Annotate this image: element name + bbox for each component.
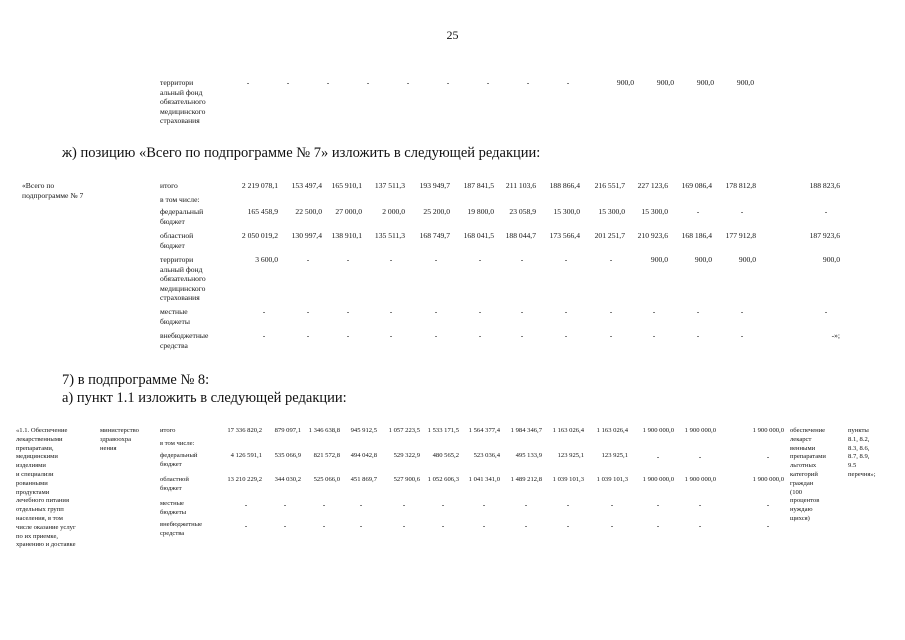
- program8-cell: 1 900 000,0: [684, 427, 716, 434]
- program8-cell: 123 925,1: [557, 452, 584, 459]
- program7-row-label: внебюджетные средства: [160, 331, 209, 350]
- program7-cell: 15 300,0: [553, 207, 580, 216]
- program7-cell: 22 500,0: [295, 207, 322, 216]
- program7-cell: 210 923,6: [637, 231, 668, 240]
- program7-cell: -: [346, 331, 350, 340]
- program8-cell: 1 052 606,3: [427, 476, 459, 483]
- program7-cell: -: [389, 307, 393, 316]
- program7-cell: 168 749,7: [419, 231, 450, 240]
- program7-cell: -: [389, 255, 393, 264]
- program7-cell: -: [740, 307, 744, 316]
- program8-cell: 495 133,9: [515, 452, 542, 459]
- program8-cell: 1 041 341,0: [468, 476, 500, 483]
- program7-cell: 168 186,4: [681, 231, 712, 240]
- program8-cell: -: [766, 521, 770, 530]
- program8-cell: 821 572,8: [313, 452, 340, 459]
- program8-cell: -: [524, 521, 528, 530]
- program7-cell: 900,0: [822, 255, 840, 264]
- program7-cell: -: [346, 255, 350, 264]
- program7-cell: -: [262, 307, 266, 316]
- program8-cell: -: [482, 521, 486, 530]
- program8-row-label: областной бюджет: [160, 476, 189, 492]
- top-row-value: -: [286, 78, 290, 87]
- program8-cell: 1 900 000,0: [752, 427, 784, 434]
- top-row-value: -: [406, 78, 410, 87]
- program7-cell: 900,0: [650, 255, 668, 264]
- program7-cell: -: [696, 307, 700, 316]
- program8-cell: -: [566, 521, 570, 530]
- program8-row-label: местные бюджеты: [160, 500, 187, 516]
- program7-cell: -: [609, 331, 613, 340]
- program7-cell: -: [434, 331, 438, 340]
- program8-cell: 1 346 638,8: [308, 427, 340, 434]
- program8-cell: 17 336 820,2: [227, 427, 262, 434]
- program7-cell: -: [478, 255, 482, 264]
- program8-cell: -: [656, 500, 660, 509]
- program8-row-label: итого: [160, 427, 176, 434]
- program7-cell: 193 949,7: [419, 181, 450, 190]
- program8-cell: -: [359, 500, 363, 509]
- program8-cell: 1 163 026,4: [596, 427, 628, 434]
- program8-cell: -: [244, 521, 248, 530]
- program8-cell: 1 163 026,4: [552, 427, 584, 434]
- program8-executor: министерство здравоохра нения: [100, 427, 139, 452]
- program8-row-label: в том числе:: [160, 440, 195, 447]
- program8-cell: 1 057 223,5: [388, 427, 420, 434]
- program7-cell: 201 251,7: [594, 231, 625, 240]
- program8-cell: 480 565,2: [432, 452, 459, 459]
- program7-cell: -: [696, 331, 700, 340]
- program7-row-label: областной бюджет: [160, 231, 194, 250]
- program8-cell: -: [524, 500, 528, 509]
- program7-cell: 2 219 078,1: [241, 181, 278, 190]
- program7-title: «Всего по подпрограмме № 7: [22, 181, 84, 200]
- program7-cell: 188 866,4: [549, 181, 580, 190]
- program7-cell: -: [262, 331, 266, 340]
- program7-cell: 169 086,4: [681, 181, 712, 190]
- heading-subitem-zh: ж) позицию «Всего по подпрограмме № 7» изложить в следующей редакции:: [62, 145, 541, 161]
- program7-cell: -: [696, 207, 700, 216]
- program8-cell: -: [698, 521, 702, 530]
- program7-cell: 15 300,0: [598, 207, 625, 216]
- program8-cell: -: [322, 521, 326, 530]
- program8-row-label: внебюджетные средства: [160, 521, 203, 537]
- program7-cell: 211 103,6: [505, 181, 536, 190]
- program7-cell: 227 123,6: [637, 181, 668, 190]
- program7-cell: -: [740, 207, 744, 216]
- program7-cell: -: [306, 307, 310, 316]
- program8-cell: 529 322,9: [393, 452, 420, 459]
- program8-cell: 1 564 377,4: [468, 427, 500, 434]
- program8-cell: 1 900 000,0: [642, 427, 674, 434]
- program8-row-label: федеральный бюджет: [160, 452, 198, 468]
- program8-cell: -: [402, 521, 406, 530]
- program7-cell: -: [824, 207, 828, 216]
- program8-cell: -: [766, 452, 770, 461]
- heading-subprogram-8: 7) в подпрограмме № 8:: [62, 372, 210, 388]
- program7-cell: -: [434, 255, 438, 264]
- top-row-value: 900,0: [656, 78, 674, 87]
- program7-cell: 15 300,0: [641, 207, 668, 216]
- program7-cell: -: [564, 307, 568, 316]
- program7-row-label: федеральный бюджет: [160, 207, 204, 226]
- program7-cell: 188 823,6: [809, 181, 840, 190]
- program8-cell: 945 912,5: [350, 427, 377, 434]
- program7-row-label: территори альный фонд обязательного медицинского страхования: [160, 255, 206, 302]
- program7-cell: -»;: [831, 331, 840, 340]
- program7-cell: 900,0: [694, 255, 712, 264]
- top-row-source: территори альный фонд обязательного медицинского страхования: [160, 78, 206, 125]
- program7-cell: -: [520, 255, 524, 264]
- page-number: 25: [446, 28, 459, 42]
- program7-row-label: местные бюджеты: [160, 307, 190, 326]
- program8-cell: 494 042,8: [350, 452, 377, 459]
- top-row-value: -: [486, 78, 490, 87]
- top-row-value: -: [446, 78, 450, 87]
- program8-result: обеспечение лекарст венными препаратами льготных категорий граждан (100 процентов нуждаю щихся): [790, 427, 826, 522]
- program7-cell: -: [564, 331, 568, 340]
- program7-row-label: в том числе:: [160, 195, 200, 204]
- program8-cell: -: [610, 521, 614, 530]
- program8-cell: -: [656, 452, 660, 461]
- program7-cell: 173 566,4: [549, 231, 580, 240]
- program8-item-title: «1.1. Обеспечение лекарственными препаратами, медицинскими изделиями и специализи рованными продуктами лечебного питания отдельных групп населения, в том числе оказание услуг по их приемке, хранению и доставке: [16, 427, 76, 549]
- program8-cell: -: [441, 500, 445, 509]
- top-row-value: 900,0: [696, 78, 714, 87]
- program8-cell: 1 900 000,0: [752, 476, 784, 483]
- program8-cell: 1 533 171,5: [427, 427, 459, 434]
- program8-cell: -: [656, 521, 660, 530]
- program7-cell: 216 551,7: [594, 181, 625, 190]
- program8-cell: -: [244, 500, 248, 509]
- program7-cell: -: [306, 331, 310, 340]
- program7-cell: -: [740, 331, 744, 340]
- program8-cell: 123 925,1: [601, 452, 628, 459]
- top-row-value: -: [326, 78, 330, 87]
- program7-cell: -: [652, 307, 656, 316]
- program7-cell: 177 912,8: [725, 231, 756, 240]
- program8-cell: -: [283, 521, 287, 530]
- program7-cell: -: [652, 331, 656, 340]
- program7-cell: -: [609, 307, 613, 316]
- program8-cell: 527 900,6: [393, 476, 420, 483]
- program7-cell: 3 600,0: [255, 255, 278, 264]
- program8-cell: -: [322, 500, 326, 509]
- program8-cell: 4 126 591,1: [230, 452, 262, 459]
- program8-cell: 451 869,7: [350, 476, 377, 483]
- program7-row-label: итого: [160, 181, 178, 190]
- program7-cell: 2 000,0: [382, 207, 405, 216]
- program7-cell: 165 458,9: [247, 207, 278, 216]
- top-row-value: -: [526, 78, 530, 87]
- program8-cell: 13 210 229,2: [227, 476, 262, 483]
- program7-cell: 187 841,5: [463, 181, 494, 190]
- program8-cell: 1 900 000,0: [684, 476, 716, 483]
- program7-cell: -: [520, 307, 524, 316]
- program8-cell: -: [482, 500, 486, 509]
- program8-cell: -: [566, 500, 570, 509]
- program8-cell: 525 066,0: [313, 476, 340, 483]
- program7-cell: 187 923,6: [809, 231, 840, 240]
- program7-cell: -: [564, 255, 568, 264]
- program8-cell: 523 036,4: [473, 452, 500, 459]
- program8-points: пункты 8.1, 8.2, 8.3, 8.6, 8.7, 8.9, 9.5 перечня»;: [848, 427, 876, 478]
- program8-cell: -: [359, 521, 363, 530]
- program7-cell: 23 058,9: [509, 207, 536, 216]
- program7-cell: -: [520, 331, 524, 340]
- program7-cell: 25 200,0: [423, 207, 450, 216]
- top-row-value: -: [246, 78, 250, 87]
- program8-cell: 344 030,2: [274, 476, 301, 483]
- program7-cell: 153 497,4: [291, 181, 322, 190]
- program8-cell: 1 039 101,3: [552, 476, 584, 483]
- program7-cell: -: [824, 307, 828, 316]
- program8-cell: -: [698, 452, 702, 461]
- program8-cell: 1 984 346,7: [510, 427, 542, 434]
- heading-item-a: а) пункт 1.1 изложить в следующей редакции:: [62, 390, 347, 406]
- program7-cell: 137 511,3: [374, 181, 405, 190]
- program8-cell: 1 039 101,3: [596, 476, 628, 483]
- program7-cell: -: [478, 331, 482, 340]
- program7-cell: 130 997,4: [291, 231, 322, 240]
- top-row-value: 900,0: [616, 78, 634, 87]
- program7-cell: 178 812,8: [725, 181, 756, 190]
- program7-cell: 2 050 019,2: [241, 231, 278, 240]
- top-row-value: -: [566, 78, 570, 87]
- program7-cell: 165 910,1: [331, 181, 362, 190]
- top-row-value: -: [366, 78, 370, 87]
- program7-cell: -: [434, 307, 438, 316]
- program7-cell: 135 511,3: [374, 231, 405, 240]
- program7-cell: 188 044,7: [505, 231, 536, 240]
- program8-cell: -: [441, 521, 445, 530]
- program8-cell: 535 066,9: [274, 452, 301, 459]
- program8-cell: 1 489 212,8: [510, 476, 542, 483]
- program7-cell: 138 910,1: [331, 231, 362, 240]
- program7-cell: -: [609, 255, 613, 264]
- program7-cell: 168 041,5: [463, 231, 494, 240]
- program8-cell: -: [402, 500, 406, 509]
- program7-cell: 27 000,0: [335, 207, 362, 216]
- program8-cell: 1 900 000,0: [642, 476, 674, 483]
- program7-cell: -: [389, 331, 393, 340]
- program8-cell: -: [766, 500, 770, 509]
- program7-cell: -: [478, 307, 482, 316]
- top-row-value: 900,0: [736, 78, 754, 87]
- program8-cell: -: [610, 500, 614, 509]
- program7-cell: -: [346, 307, 350, 316]
- program7-cell: 900,0: [738, 255, 756, 264]
- program8-cell: 879 097,1: [274, 427, 301, 434]
- program8-cell: -: [698, 500, 702, 509]
- program8-cell: -: [283, 500, 287, 509]
- program7-cell: -: [306, 255, 310, 264]
- program7-cell: 19 800,0: [467, 207, 494, 216]
